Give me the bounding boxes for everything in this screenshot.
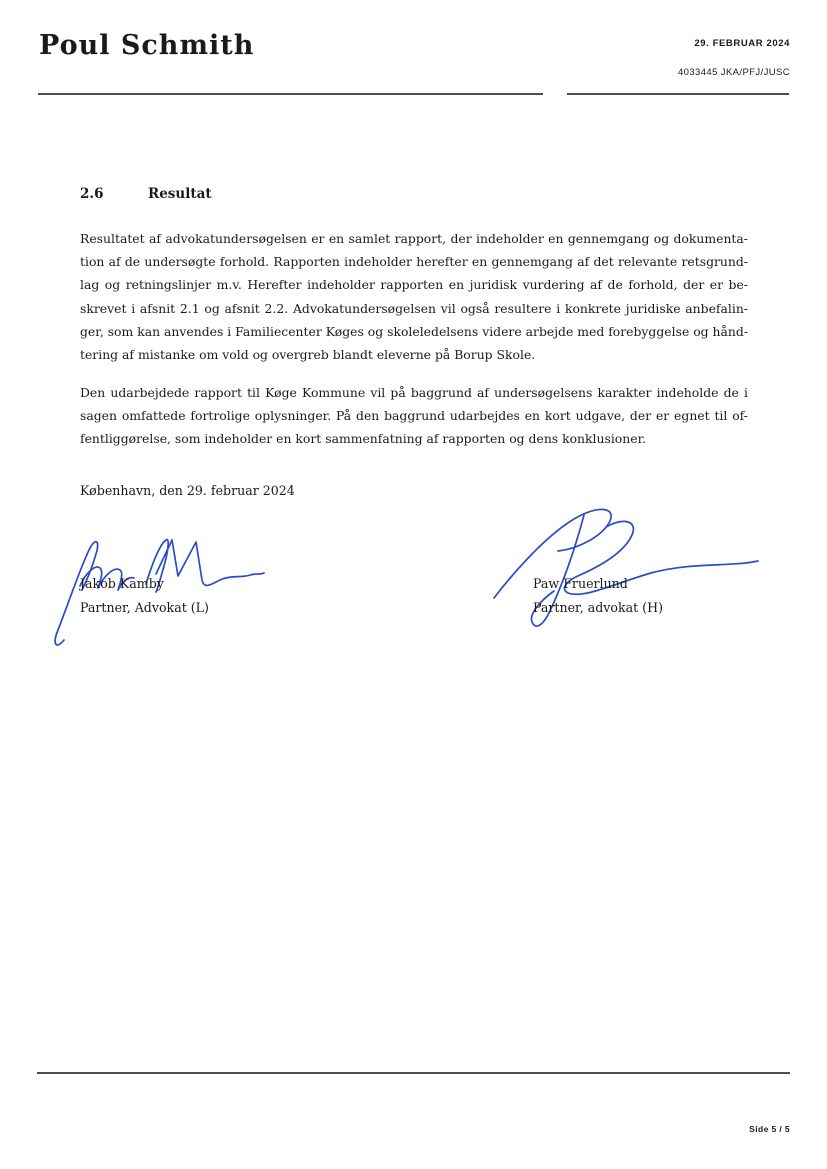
header-rule-right	[567, 93, 789, 95]
brand-logo: Poul Schmith	[39, 30, 255, 61]
paragraph-line: ger, som kan anvendes i Familiecenter Køges og skoleledelsens videre arbejde med forebyggelse og hånd-	[80, 323, 748, 339]
section-title: Resultat	[148, 186, 212, 202]
signatory-name: Paw Fruerlund	[533, 576, 628, 591]
signatory-title: Partner, Advokat (L)	[80, 599, 209, 615]
paragraph-1	[80, 227, 748, 366]
signatory-block-right	[533, 572, 663, 619]
section-number: 2.6	[80, 186, 104, 202]
paragraph-line: lag og retningslinjer m.v. Herefter indeholder rapporten en juridisk vurdering af de forhold, der er be-	[80, 277, 748, 293]
paragraph-line: Den udarbejdede rapport til Køge Kommune vil på baggrund af undersøgelsens karakter indeholde de i	[80, 385, 748, 400]
paragraph-2	[80, 381, 748, 451]
place-date-line: København, den 29. februar 2024	[80, 483, 295, 498]
signatory-name: Jakob Kamby	[80, 576, 164, 591]
header-rule-left	[38, 93, 543, 95]
signatory-block-left	[80, 572, 209, 619]
paragraph-line: tering af mistanke om vold og overgreb blandt eleverne på Borup Skole.	[80, 346, 536, 362]
signatory-title: Partner, advokat (H)	[533, 599, 663, 615]
paragraph-line: Resultatet af advokatundersøgelsen er en samlet rapport, der indeholder en gennemgang og dokumenta-	[80, 231, 748, 246]
paragraph-line: tion af de undersøgte forhold. Rapporten indeholder herefter en gennemgang af det relevante retsgrund-	[80, 254, 748, 270]
section-heading	[80, 186, 212, 202]
document-reference: 4033445 JKA/PFJ/JUSC	[677, 67, 790, 78]
paragraph-line: skrevet i afsnit 2.1 og afsnit 2.2. Advokatundersøgelsen vil også resultere i konkrete juridiske anbefalin-	[80, 300, 748, 316]
paragraph-line: sagen omfattede fortrolige oplysninger. På den baggrund udarbejdes en kort udgave, der er egnet til of-	[80, 408, 748, 424]
paragraph-line: fentliggørelse, som indeholder en kort sammenfatning af rapporten og dens konklusioner.	[80, 431, 647, 447]
page-number-label: Side 5 / 5	[749, 1124, 790, 1134]
footer-rule	[37, 1072, 790, 1074]
document-date: 29. FEBRUAR 2024	[694, 38, 790, 49]
